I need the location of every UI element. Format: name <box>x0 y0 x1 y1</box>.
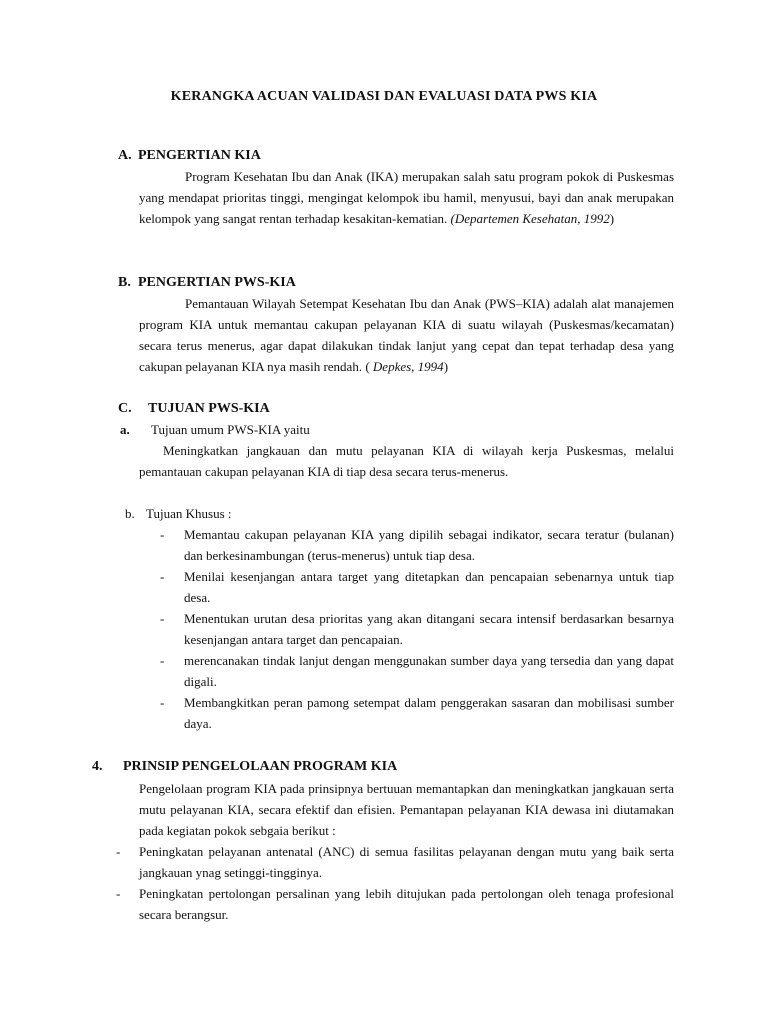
section-4-list <box>113 841 674 925</box>
section-b-paragraph <box>139 293 674 377</box>
general-goal-title: Tujuan umum PWS-KIA yaitu <box>151 422 310 437</box>
section-b-citation: Depkes, 1994 <box>372 359 444 374</box>
list-item: - Menentukan urutan desa prioritas yang akan ditangani secara intensif berdasarkan besarnya kesenjangan antara target dan pencapaian. <box>160 611 674 647</box>
section-a-number: A. <box>118 148 132 163</box>
section-b-heading <box>118 272 296 293</box>
specific-goal-title: Tujuan Khusus : <box>146 506 232 521</box>
list-item: - Peningkatan pelayanan antenatal (ANC) di semua fasilitas pelayanan dengan mutu yang baik serta jangkauan ynag setinggi-tingginya. <box>116 844 674 880</box>
section-a-heading <box>118 145 261 166</box>
list-item: - Membangkitkan peran pamong setempat dalam penggerakan sasaran dan mobilisasi sumber daya. <box>160 695 674 731</box>
section-c-number: C. <box>118 401 132 416</box>
section-4-paragraph: Pengelolaan program KIA pada prinsipnya bertuuan memantapkan dan meningkatkan jangkauan serta mutu pelayanan KIA, secara efektif dan efisien. Pemantapan pelayanan KIA dewasa ini diutamakan pada kegiatan pokok sebgaia berikut : <box>139 781 674 838</box>
general-goal-label: a. <box>120 422 130 437</box>
section-a-paragraph <box>139 166 674 229</box>
section-b-citation-close: ) <box>443 359 449 374</box>
specific-goal-list <box>160 524 674 734</box>
section-b-title: PENGERTIAN PWS-KIA <box>138 275 296 290</box>
list-item: - Peningkatan pertolongan persalinan yang lebih ditujukan pada pertolongan oleh tenaga profesional secara berangsur. <box>116 886 674 922</box>
specific-goal-label: b. <box>125 506 135 521</box>
section-c-heading <box>118 398 270 419</box>
section-4-number: 4. <box>92 759 103 774</box>
section-4-title: PRINSIP PENGELOLAAN PROGRAM KIA <box>123 759 398 774</box>
list-item: - Menilai kesenjangan antara target yang ditetapkan dan pencapaian sebenarnya untuk tiap desa. <box>160 569 674 605</box>
general-goal-text: Meningkatkan jangkauan dan mutu pelayanan KIA di wilayah kerja Puskesmas, melalui pemantauan cakupan pelayanan KIA di tiap desa secara terus-menerus. <box>139 443 674 479</box>
section-a-text: Program Kesehatan Ibu dan Anak (IKA) merupakan salah satu program pokok di Puskesmas yang mendapat prioritas tinggi, mengingat kelompok ibu hamil, menyusui, bayi dan anak merupakan kelompok yang sangat rentan terhadap kesakitan-kematian. <box>139 169 674 226</box>
section-a-title: PENGERTIAN KIA <box>138 148 261 163</box>
section-4-heading <box>92 756 397 777</box>
section-a-citation-close: ) <box>609 211 615 226</box>
general-goal-row <box>120 419 310 440</box>
list-item: - merencanakan tindak lanjut dengan menggunakan sumber daya yang tersedia dan yang dapat digali. <box>160 653 674 689</box>
section-a-citation: (Departemen Kesehatan, 1992 <box>450 211 610 226</box>
section-b-number: B. <box>118 275 131 290</box>
document-title: KERANGKA ACUAN VALIDASI DAN EVALUASI DATA PWS KIA <box>170 89 598 104</box>
specific-goal-row <box>125 503 231 524</box>
section-c-title: TUJUAN PWS-KIA <box>148 401 270 416</box>
section-b-text: Pemantauan Wilayah Setempat Kesehatan Ibu dan Anak (PWS–KIA) adalah alat manajemen program KIA untuk memantau cakupan pelayanan KIA di suatu wilayah (Puskesmas/kecamatan) secara terus menerus, agar dapat dilakukan tindak lanjut yang cepat dan tepat terhadap desa yang cakupan pelayanan KIA nya masih rendah. ( <box>139 296 674 374</box>
list-item: - Memantau cakupan pelayanan KIA yang dipilih sebagai indikator, secara teratur (bulanan) dan berkesinambungan (terus-menerus) untuk tiap desa. <box>160 527 674 563</box>
